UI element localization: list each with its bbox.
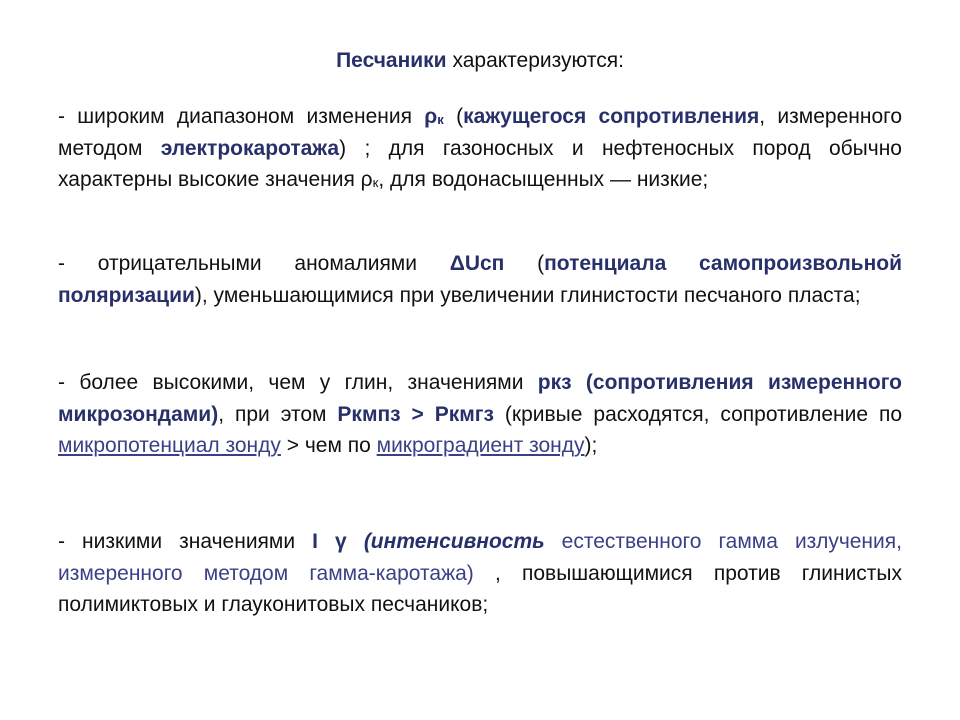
- paragraph-microlog: [58, 367, 902, 462]
- term-intensity: (интенсивность: [363, 530, 545, 553]
- text: - отрицательными аномалиями: [58, 252, 450, 275]
- title-rest: характеризуются:: [446, 49, 624, 72]
- term-apparent-resistivity: кажущегося сопротивления: [463, 105, 760, 128]
- text: , измеренного методом: [58, 105, 902, 160]
- term-rkmpz-rkmgz: Ркмпз > Ркмгз: [337, 402, 494, 426]
- term-electrologging: электрокаротажа: [160, 136, 340, 160]
- rho-symbol: $\rho_к$: [424, 105, 444, 128]
- text: - более высокими, чем у глин, значениями: [58, 371, 538, 394]
- link-microgradient-sonde[interactable]: микроградиент зонду: [376, 434, 585, 457]
- text: - низкими значениями: [58, 530, 313, 553]
- paragraph-sp-anomalies: [58, 248, 902, 311]
- text: , для водонасыщенных — низкие;: [378, 168, 709, 191]
- term-gamma-description: естественного гамма излучения, измеренного методом гамма-каротажа): [58, 530, 902, 585]
- term-sp-potential: потенциала самопроизвольной поляризации: [58, 252, 902, 307]
- subscript-k: к: [372, 175, 379, 190]
- text: );: [584, 434, 598, 457]
- text: ) ; для газоносных и нефтеносных пород обычно характерны высокие значения ρ: [58, 136, 902, 191]
- link-micropotential-sonde[interactable]: микропотенциал зонду: [58, 434, 281, 457]
- title-keyword: Песчаники: [336, 49, 447, 72]
- term-delta-usp: ΔUсп: [449, 252, 505, 275]
- text: , при этом: [218, 402, 338, 426]
- text: [347, 530, 364, 553]
- text: [572, 371, 586, 394]
- term-i-gamma: I γ: [312, 530, 347, 553]
- paragraph-resistivity: [58, 101, 902, 196]
- text: , повышающимися против глинистых полимиктовых и глауконитовых песчаников;: [58, 561, 903, 616]
- text: (: [443, 105, 464, 128]
- text: > чем по: [280, 434, 377, 457]
- text: (кривые расходятся, сопротивление по: [493, 402, 903, 426]
- paragraph-gamma: [58, 526, 902, 621]
- text: - широким диапазоном изменения: [58, 105, 425, 128]
- term-rkz: ркз: [537, 371, 572, 394]
- slide-title: [0, 47, 960, 75]
- text: ), уменьшающимися при увеличении глинистости песчаного пласта;: [194, 283, 861, 307]
- term-microsonde-resistivity: (сопротивления измеренного микрозондами): [58, 371, 902, 426]
- text: (: [504, 252, 545, 275]
